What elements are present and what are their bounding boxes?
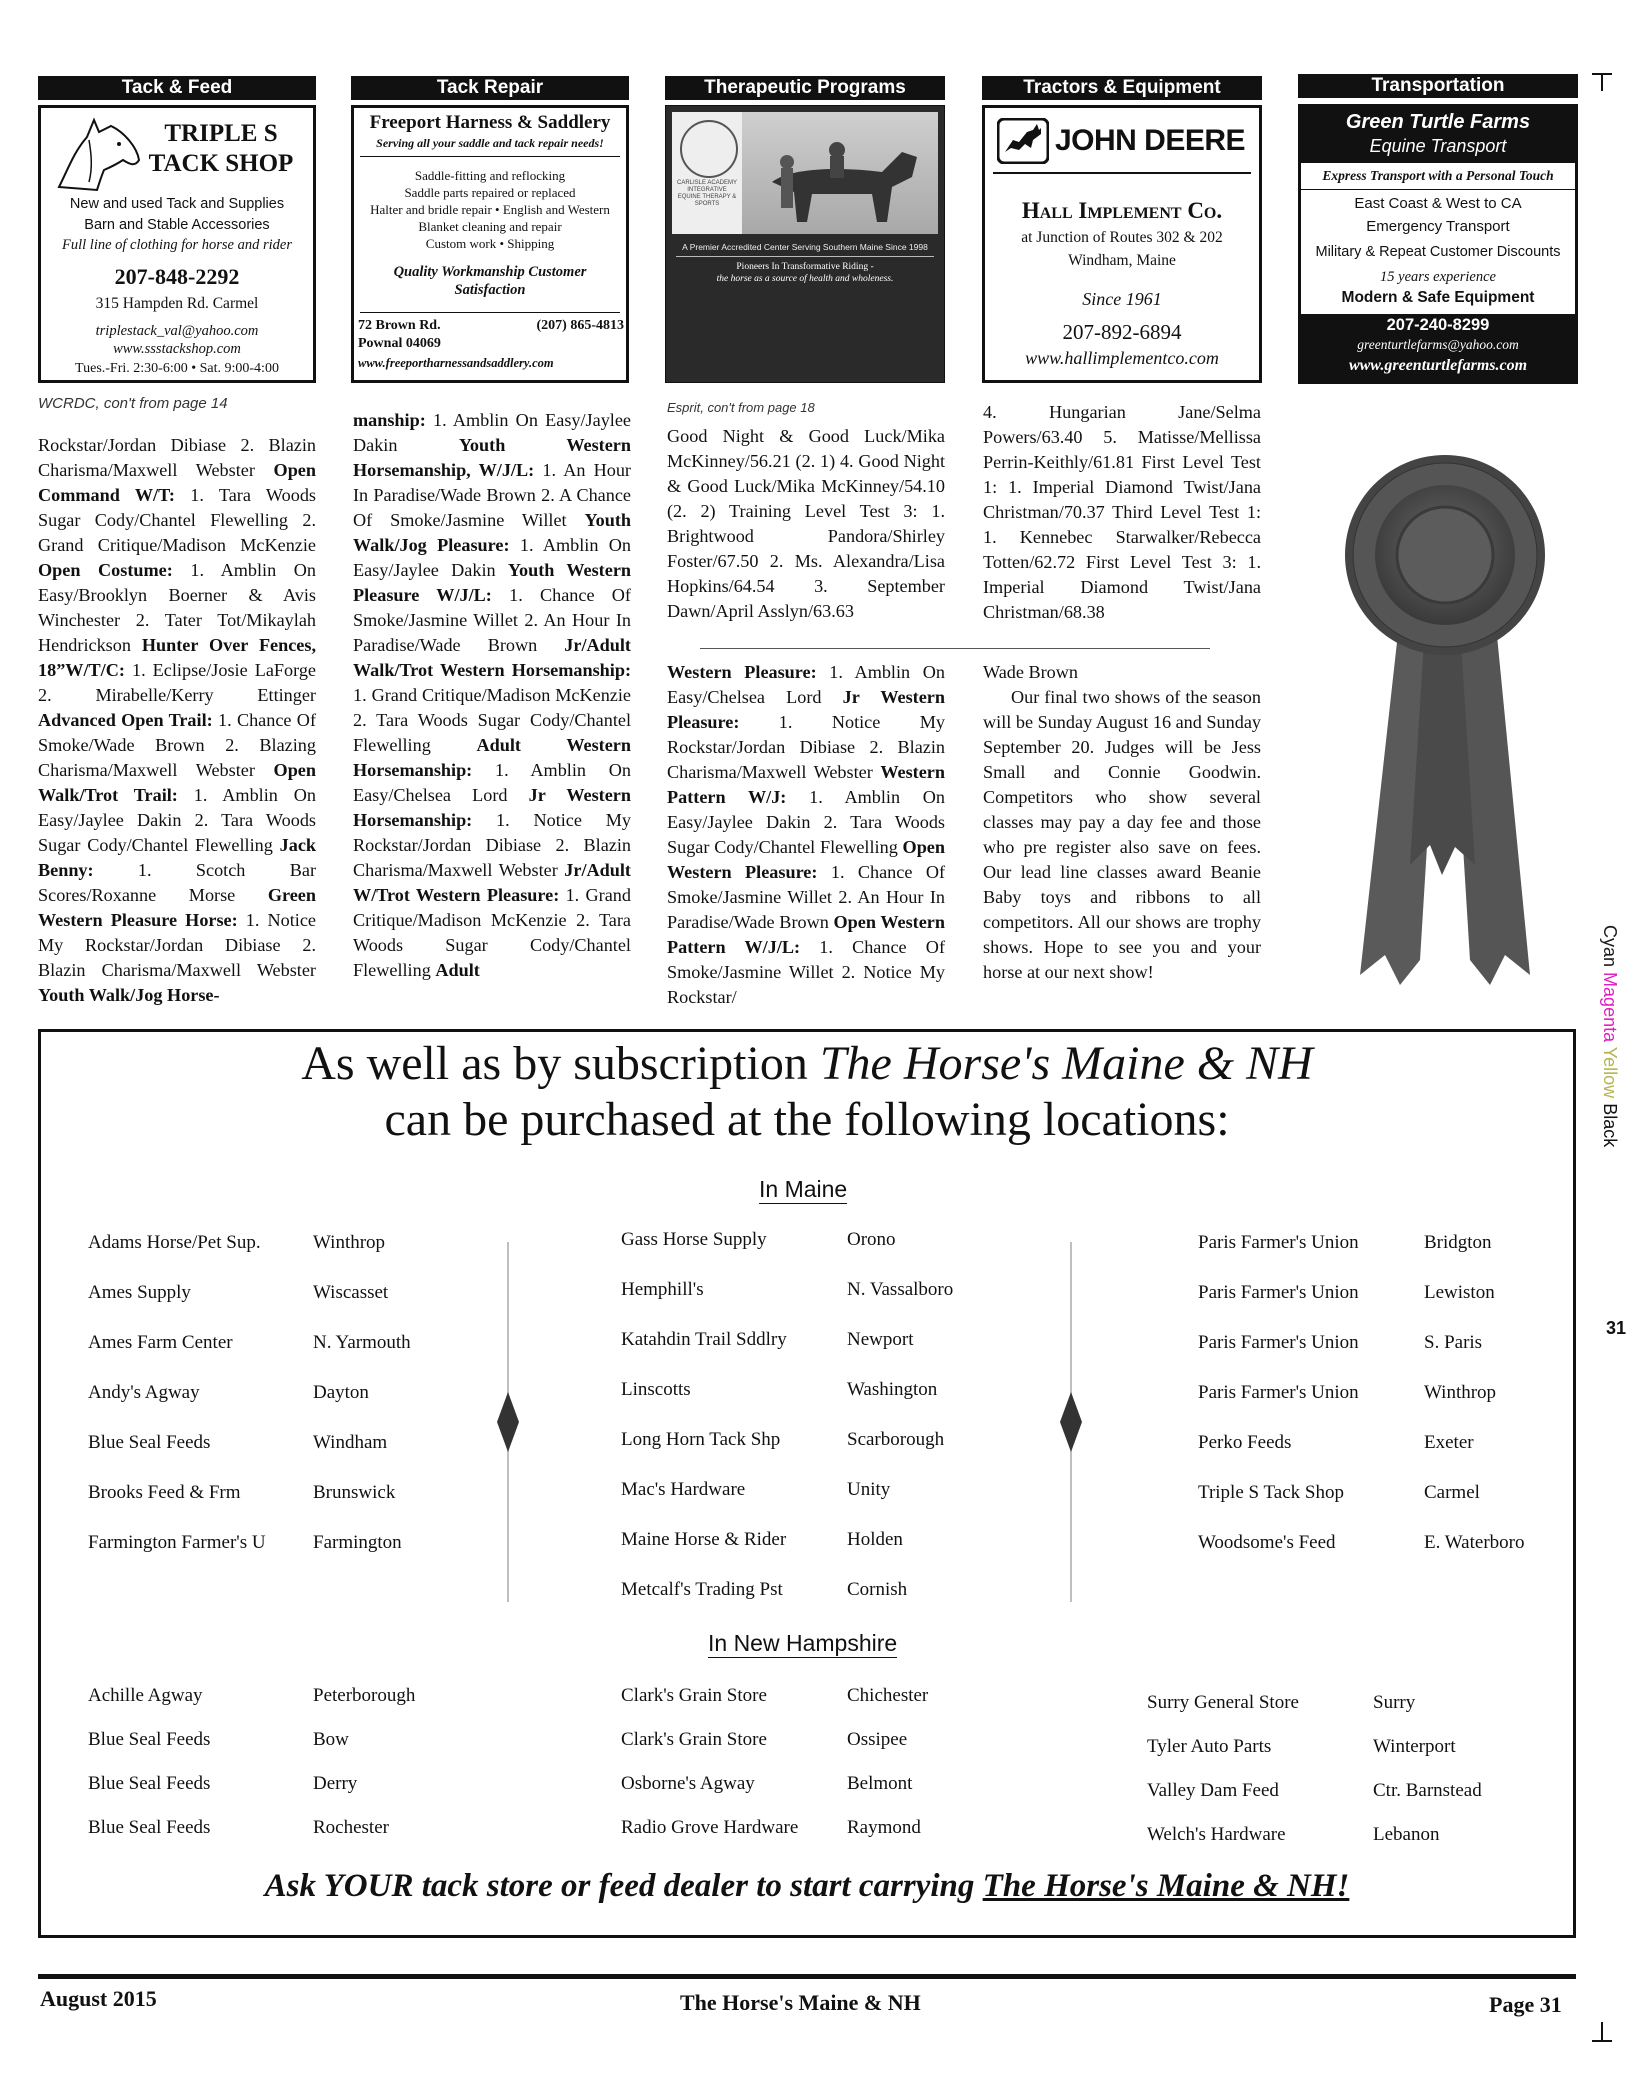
ad2-name: Freeport Harness & Saddlery <box>369 112 611 133</box>
location-store: Osborne's Agway <box>621 1773 755 1794</box>
ad5-phone: 207-240-8299 <box>1386 316 1490 334</box>
ad1-phone: 207-848-2292 <box>114 264 240 289</box>
ad2-service: Halter and bridle repair • English and Western <box>370 202 610 217</box>
location-town: Wiscasset <box>313 1282 389 1303</box>
class-heading: Youth Walk/Jog Pleasure: <box>353 510 631 555</box>
footer-date: August 2015 <box>40 1986 157 2011</box>
class-heading: Open Western Pattern W/J/L: <box>667 912 945 957</box>
ad5-email: greenturtlefarms@yahoo.com <box>1357 337 1519 352</box>
footer-pre: Ask YOUR tack store or feed dealer to start carrying <box>264 1868 983 1904</box>
location-town: Dayton <box>313 1382 369 1403</box>
wcrdc-continued-caption: WCRDC, con't from page 14 <box>38 395 228 412</box>
article-column-4-bottom <box>983 660 1261 985</box>
location-town: Belmont <box>847 1773 913 1794</box>
ad2-service: Custom work • Shipping <box>425 236 555 251</box>
class-results: 1. Amblin On Easy/Jaylee Dakin <box>353 410 631 455</box>
class-heading: Youth Walk/Jog Horse- <box>38 985 220 1005</box>
location-town: Ctr. Barnstead <box>1373 1780 1482 1801</box>
location-store: Hemphill's <box>621 1279 704 1300</box>
article-column-3-top <box>667 424 945 624</box>
ad1-address: 315 Hampden Rd. Carmel <box>95 295 259 312</box>
in-new-hampshire-heading: In New Hampshire <box>708 1630 898 1656</box>
location-store: Valley Dam Feed <box>1147 1780 1279 1801</box>
class-heading: Open Walk/Trot Trail: <box>38 760 316 805</box>
ad3-logo <box>680 120 738 178</box>
ad1-email: triplestack_val@yahoo.com <box>95 323 259 339</box>
ad2-tagline: Serving all your saddle and tack repair needs! <box>376 136 604 150</box>
ad2-address2: Pownal 04069 <box>358 336 441 351</box>
class-results: 1. An Hour In Paradise/Wade Brown 2. A Chance Of Smoke/Jasmine Willet <box>353 460 631 530</box>
class-results: 1. Amblin On Easy/Jaylee Dakin <box>353 535 631 580</box>
crop-mark-top-stem <box>1601 73 1603 91</box>
location-town: Carmel <box>1424 1482 1480 1503</box>
ad5-line2: Emergency Transport <box>1366 218 1510 235</box>
location-store: Tyler Auto Parts <box>1147 1736 1272 1757</box>
location-store: Metcalf's Trading Pst <box>621 1579 783 1600</box>
location-store: Gass Horse Supply <box>621 1229 767 1250</box>
location-store: Ames Farm Center <box>88 1332 233 1353</box>
class-results: 1. Amblin On Easy/Chelsea Lord <box>667 662 945 707</box>
horse-head-icon <box>49 112 144 197</box>
location-store: Blue Seal Feeds <box>88 1432 211 1453</box>
article-col4-line1: Wade Brown <box>983 662 1079 682</box>
ad5-rule <box>1301 189 1575 190</box>
location-store: Paris Farmer's Union <box>1198 1232 1359 1253</box>
class-heading: Jack Benny: <box>38 835 316 880</box>
ad4-location2: Windham, Maine <box>1068 252 1176 269</box>
location-town: Winterport <box>1373 1736 1456 1757</box>
award-ribbon-image <box>1330 435 1560 1005</box>
ad1-name-line1: TRIPLE S <box>164 120 278 147</box>
ad5-subtitle: Equine Transport <box>1369 136 1507 156</box>
ad4-rule <box>993 172 1251 174</box>
ad-category-tack-feed: Tack & Feed <box>38 76 316 100</box>
class-results: 1. Amblin On Easy/Jaylee Dakin 2. Tara Woods Sugar Cody/Chantel Flewelling <box>38 785 316 855</box>
class-results: 1. Scotch Bar Scores/Roxanne Morse <box>38 860 316 905</box>
location-store: Linscotts <box>621 1379 691 1400</box>
color-label-yellow: Yellow <box>1600 1046 1620 1099</box>
ad1-desc2: Barn and Stable Accessories <box>84 217 270 233</box>
article-col2-text <box>353 408 631 983</box>
class-results: 1. Eclipse/Josie LaForge 2. Mirabelle/Kerry Ettinger <box>38 660 316 705</box>
class-heading: Open Costume: <box>38 560 173 580</box>
ad4-phone: 207-892-6894 <box>1062 320 1182 344</box>
location-store: Ames Supply <box>88 1282 191 1303</box>
horse-rider-image <box>752 122 932 232</box>
ad3-tagline2: the horse as a source of health and wholeness. <box>716 274 894 284</box>
footer-title: The Horse's Maine & NH! <box>982 1868 1350 1904</box>
ad4-location1: at Junction of Routes 302 & 202 <box>1021 229 1223 246</box>
location-store: Clark's Grain Store <box>621 1729 767 1750</box>
ad5-web: www.greenturtlefarms.com <box>1348 357 1528 374</box>
location-store: Welch's Hardware <box>1147 1824 1286 1845</box>
ad-carlisle-academy <box>665 105 945 383</box>
crop-mark-bottom <box>1592 2040 1612 2042</box>
ad-category-tractors: Tractors & Equipment <box>982 76 1262 100</box>
deer-logo-icon <box>997 118 1049 169</box>
ad3-photo <box>672 112 938 234</box>
location-town: Washington <box>847 1379 938 1400</box>
ad5-name: Green Turtle Farms <box>1345 111 1531 133</box>
location-store: Blue Seal Feeds <box>88 1817 211 1838</box>
article-col4-top-text: 4. Hungarian Jane/Selma Powers/63.40 5. Matisse/Mellissa Perrin-Keithly/61.81 First Level Test 1: 1. Imperial Diamond Twist/Jana Christman/70.37 Third Level Test 1: 1. Kennebec Starwalker/Rebecca Totten/62.72 First Level Test 3: 1. Imperial Diamond Twist/Jana Christman/68.38 <box>983 402 1261 622</box>
ad1-desc1: New and used Tack and Supplies <box>69 196 285 212</box>
location-town: Derry <box>313 1773 358 1794</box>
article-column-2 <box>353 408 631 983</box>
footer-page-number: Page 31 <box>1489 1992 1562 2017</box>
location-town: Ossipee <box>847 1729 908 1750</box>
article-col1-text <box>38 433 316 1008</box>
color-label-cyan: Cyan <box>1600 925 1620 968</box>
footer-publication: The Horse's Maine & NH <box>680 1990 921 2015</box>
class-heading: Western Pattern W/J: <box>667 762 945 807</box>
location-town: Exeter <box>1424 1432 1474 1453</box>
location-town: Newport <box>847 1329 914 1350</box>
ad5-slogan: Express Transport with a Personal Touch <box>1322 168 1554 183</box>
ad5-experience: 15 years experience <box>1380 269 1496 285</box>
class-heading: Western Pleasure: <box>667 662 817 682</box>
ad4-web: www.hallimplementco.com <box>1025 348 1219 368</box>
class-heading: Adult Western Horsemanship: <box>353 735 631 780</box>
location-town: Farmington <box>313 1532 402 1553</box>
section-divider <box>700 648 1210 649</box>
location-store: Farmington Farmer's U <box>88 1532 266 1553</box>
locations-headline-line2: can be purchased at the following locations: <box>384 1093 1230 1146</box>
article-column-1 <box>38 433 316 1008</box>
ad2-service: Saddle-fitting and reflocking <box>414 168 566 183</box>
ad2-service: Blanket cleaning and repair <box>418 219 562 234</box>
location-store: Katahdin Trail Sddlry <box>621 1329 787 1350</box>
locations-headline-line1 <box>41 1036 1573 1091</box>
ad3-rule <box>676 256 934 257</box>
location-town: Brunswick <box>313 1482 396 1503</box>
ad3-logo-text: CARLISLE ACADEMY INTEGRATIVE EQUINE THERAPY & SPORTS <box>676 180 738 207</box>
ad5-line1: East Coast & West to CA <box>1354 195 1522 212</box>
class-heading: Youth Western Horsemanship, W/J/L: <box>353 435 631 480</box>
location-town: Chichester <box>847 1685 929 1706</box>
class-heading: Jr/Adult W/Trot Western Pleasure: <box>353 860 631 905</box>
article-col3-bottom-text <box>667 660 945 1010</box>
class-heading: Open Command W/T: <box>38 460 316 505</box>
class-heading: Green Western Pleasure Horse: <box>38 885 316 930</box>
crop-mark-bottom-stem <box>1601 2022 1603 2040</box>
class-results: 1. Tara Woods Sugar Cody/Chantel Flewelling 2. Grand Critique/Madison McKenzie <box>38 485 317 555</box>
class-heading: Jr Western Pleasure: <box>667 687 945 732</box>
location-town: N. Yarmouth <box>313 1332 411 1353</box>
ad2-rule <box>360 156 620 157</box>
article-column-4-top <box>983 400 1261 625</box>
ad2-web: www.freeportharnessandsaddlery.com <box>358 356 554 370</box>
location-store: Adams Horse/Pet Sup. <box>88 1232 261 1253</box>
esprit-continued-caption: Esprit, con't from page 18 <box>667 400 815 415</box>
location-town: Raymond <box>847 1817 921 1838</box>
ad4-name: Hall Implement Co. <box>1021 198 1223 223</box>
ad4-since: Since 1961 <box>1082 289 1162 309</box>
class-results: 1. Chance Of Smoke/Jasmine Willet 2. Notice My Rockstar/ <box>667 937 945 1007</box>
location-town: Rochester <box>313 1817 389 1838</box>
location-town: Winthrop <box>313 1232 386 1253</box>
location-store: Radio Grove Hardware <box>621 1817 799 1838</box>
ad-freeport-harness <box>351 105 629 383</box>
location-store: Mac's Hardware <box>621 1479 746 1500</box>
class-results: Rockstar/Jordan Dibiase 2. Blazin Charisma/Maxwell Webster <box>38 435 316 480</box>
location-town: Orono <box>847 1229 896 1250</box>
color-label-magenta: Magenta <box>1600 972 1620 1043</box>
ad-category-therapeutic: Therapeutic Programs <box>665 76 945 100</box>
class-results: 1. Notice My Rockstar/Jordan Dibiase 2. Blazin Charisma/Maxwell Webster <box>667 712 945 782</box>
article-col4-paragraph: Our final two shows of the season will be Sunday August 16 and Sunday September 20. Judges will be Jess Small and Connie Goodwin. Competitors who show several classes may pay a day fee and those who pre register also save on fees. Our lead line classes award Beanie Baby toys and ribbons to all competitors. All our shows are trophy shows. Hope to see you and your horse at our next show! <box>983 687 1261 982</box>
location-store: Paris Farmer's Union <box>1198 1332 1359 1353</box>
headline-pre: As well as by subscription <box>301 1037 820 1090</box>
article-col3-top-text: Good Night & Good Luck/Mika McKinney/56.21 (2. 1) 4. Good Night & Good Luck/Mika McKinney/54.10 (2. 2) Training Level Test 3: 1. Brightwood Pandora/Shirley Foster/67.50 2. Ms. Alexandra/Lisa Hopkins/64.54 3. September Dawn/April Asslyn/63.63 <box>667 426 945 621</box>
location-store: Woodsome's Feed <box>1198 1532 1336 1553</box>
ad1-web: www.ssstackshop.com <box>113 341 241 357</box>
class-heading: Advanced Open Trail: <box>38 710 213 730</box>
location-town: N. Vassalboro <box>847 1279 954 1300</box>
ad2-phone: (207) 865-4813 <box>536 318 624 333</box>
diamond-ornament-right <box>1056 1242 1086 1602</box>
location-store: Blue Seal Feeds <box>88 1773 211 1794</box>
footer-rule <box>38 1974 1576 1979</box>
class-heading: Jr Western Horsemanship: <box>353 785 631 830</box>
locations-footer <box>41 1868 1573 1905</box>
ad1-hours: Tues.-Fri. 2:30-6:00 • Sat. 9:00-4:00 <box>75 361 279 376</box>
location-store: Achille Agway <box>88 1685 203 1706</box>
class-results: 1. Notice My Rockstar/Jordan Dibiase 2. Blazin Charisma/Maxwell Webster <box>38 910 317 980</box>
location-town: S. Paris <box>1424 1332 1483 1353</box>
color-label-black: Black <box>1600 1103 1620 1148</box>
ad2-rule <box>360 312 620 313</box>
location-store: Paris Farmer's Union <box>1198 1382 1359 1403</box>
class-heading: Hunter Over Fences, 18”W/T/C: <box>38 635 317 680</box>
ad1-name-line2: TACK SHOP <box>148 150 294 177</box>
location-store: Brooks Feed & Frm <box>88 1482 241 1503</box>
location-town: Lebanon <box>1373 1824 1440 1845</box>
class-heading: Youth Western Pleasure W/J/L: <box>353 560 632 605</box>
ad-hall-implement <box>982 105 1262 383</box>
ad3-tagline1: Pioneers In Transformative Riding - <box>736 262 874 272</box>
article-column-3-bottom <box>667 660 945 1010</box>
ad-triple-s-tack-shop <box>38 105 316 383</box>
location-store: Paris Farmer's Union <box>1198 1282 1359 1303</box>
locations-box <box>38 1029 1576 1938</box>
class-heading: Adult <box>435 960 480 980</box>
location-town: Scarborough <box>847 1429 945 1450</box>
class-heading: Open Western Pleasure: <box>667 837 945 882</box>
location-store: Triple S Tack Shop <box>1198 1482 1344 1503</box>
class-results: 1. Chance Of Smoke/Jasmine Willet 2. An Hour In Paradise/Wade Brown <box>353 585 631 655</box>
location-store: Clark's Grain Store <box>621 1685 767 1706</box>
location-town: Unity <box>847 1479 891 1500</box>
location-town: Lewiston <box>1424 1282 1495 1303</box>
location-town: Surry <box>1373 1692 1416 1713</box>
ad4-brand: JOHN DEERE <box>1055 124 1246 157</box>
class-results: 1. Chance Of Smoke/Jasmine Willet 2. An Hour In Paradise/Wade Brown <box>667 862 946 932</box>
location-town: Holden <box>847 1529 903 1550</box>
ad2-address1: 72 Brown Rd. <box>358 318 441 333</box>
location-store: Blue Seal Feeds <box>88 1729 211 1750</box>
location-town: Bow <box>313 1729 349 1750</box>
class-results: 1. Grand Critique/Madison McKenzie 2. Tara Woods Sugar Cody/Chantel Flewelling <box>353 685 631 755</box>
ad3-banner: A Premier Accredited Center Serving Southern Maine Since 1998 <box>682 242 928 252</box>
class-heading: Jr/Adult Walk/Trot Western Horsemanship: <box>353 635 631 680</box>
ad2-quality: Quality Workmanship Customer Satisfaction <box>393 264 587 298</box>
class-results: 1. Notice My Rockstar/Jordan Dibiase 2. Blazin Charisma/Maxwell Webster <box>353 810 631 880</box>
location-store: Maine Horse & Rider <box>621 1529 787 1550</box>
in-maine-heading: In Maine <box>759 1176 848 1202</box>
class-results: 1. Amblin On Easy/Chelsea Lord <box>353 760 631 805</box>
location-town: Bridgton <box>1424 1232 1492 1253</box>
location-town: Cornish <box>847 1579 908 1600</box>
class-results: 1. Amblin On Easy/Brooklyn Boerner & Avis Winchester 2. Tater Tot/Mikaylah Hendrickson <box>38 560 316 655</box>
location-town: E. Waterboro <box>1424 1532 1525 1553</box>
location-store: Long Horn Tack Shp <box>621 1429 781 1450</box>
ad1-desc3: Full line of clothing for horse and rider <box>62 237 292 253</box>
class-results: 1. Grand Critique/Madison McKenzie 2. Tara Woods Sugar Cody/Chantel Flewelling <box>353 885 631 980</box>
location-store: Perko Feeds <box>1198 1432 1292 1453</box>
ad2-service: Saddle parts repaired or replaced <box>404 185 576 200</box>
ad-category-transportation: Transportation <box>1298 74 1578 98</box>
ad-category-tack-repair: Tack Repair <box>351 76 629 100</box>
location-town: Windham <box>313 1432 388 1453</box>
class-results: 1. Chance Of Smoke/Wade Brown 2. Blazing Charisma/Maxwell Webster <box>38 710 317 780</box>
ad5-line3: Military & Repeat Customer Discounts <box>1315 244 1561 260</box>
diamond-ornament-left <box>493 1242 523 1602</box>
ad-green-turtle-farms <box>1298 104 1578 384</box>
side-page-number: 31 <box>1606 1318 1627 1338</box>
class-results: 1. Amblin On Easy/Jaylee Dakin 2. Tara Woods Sugar Cody/Chantel Flewelling <box>667 787 945 857</box>
ad5-equipment: Modern & Safe Equipment <box>1341 289 1535 306</box>
class-heading: manship: <box>353 410 426 430</box>
location-town: Peterborough <box>313 1685 416 1706</box>
location-store: Surry General Store <box>1147 1692 1299 1713</box>
cmyk-color-bar <box>1599 925 1620 1147</box>
location-town: Winthrop <box>1424 1382 1497 1403</box>
location-store: Andy's Agway <box>88 1382 200 1403</box>
headline-title: The Horse's Maine & NH <box>819 1037 1313 1090</box>
